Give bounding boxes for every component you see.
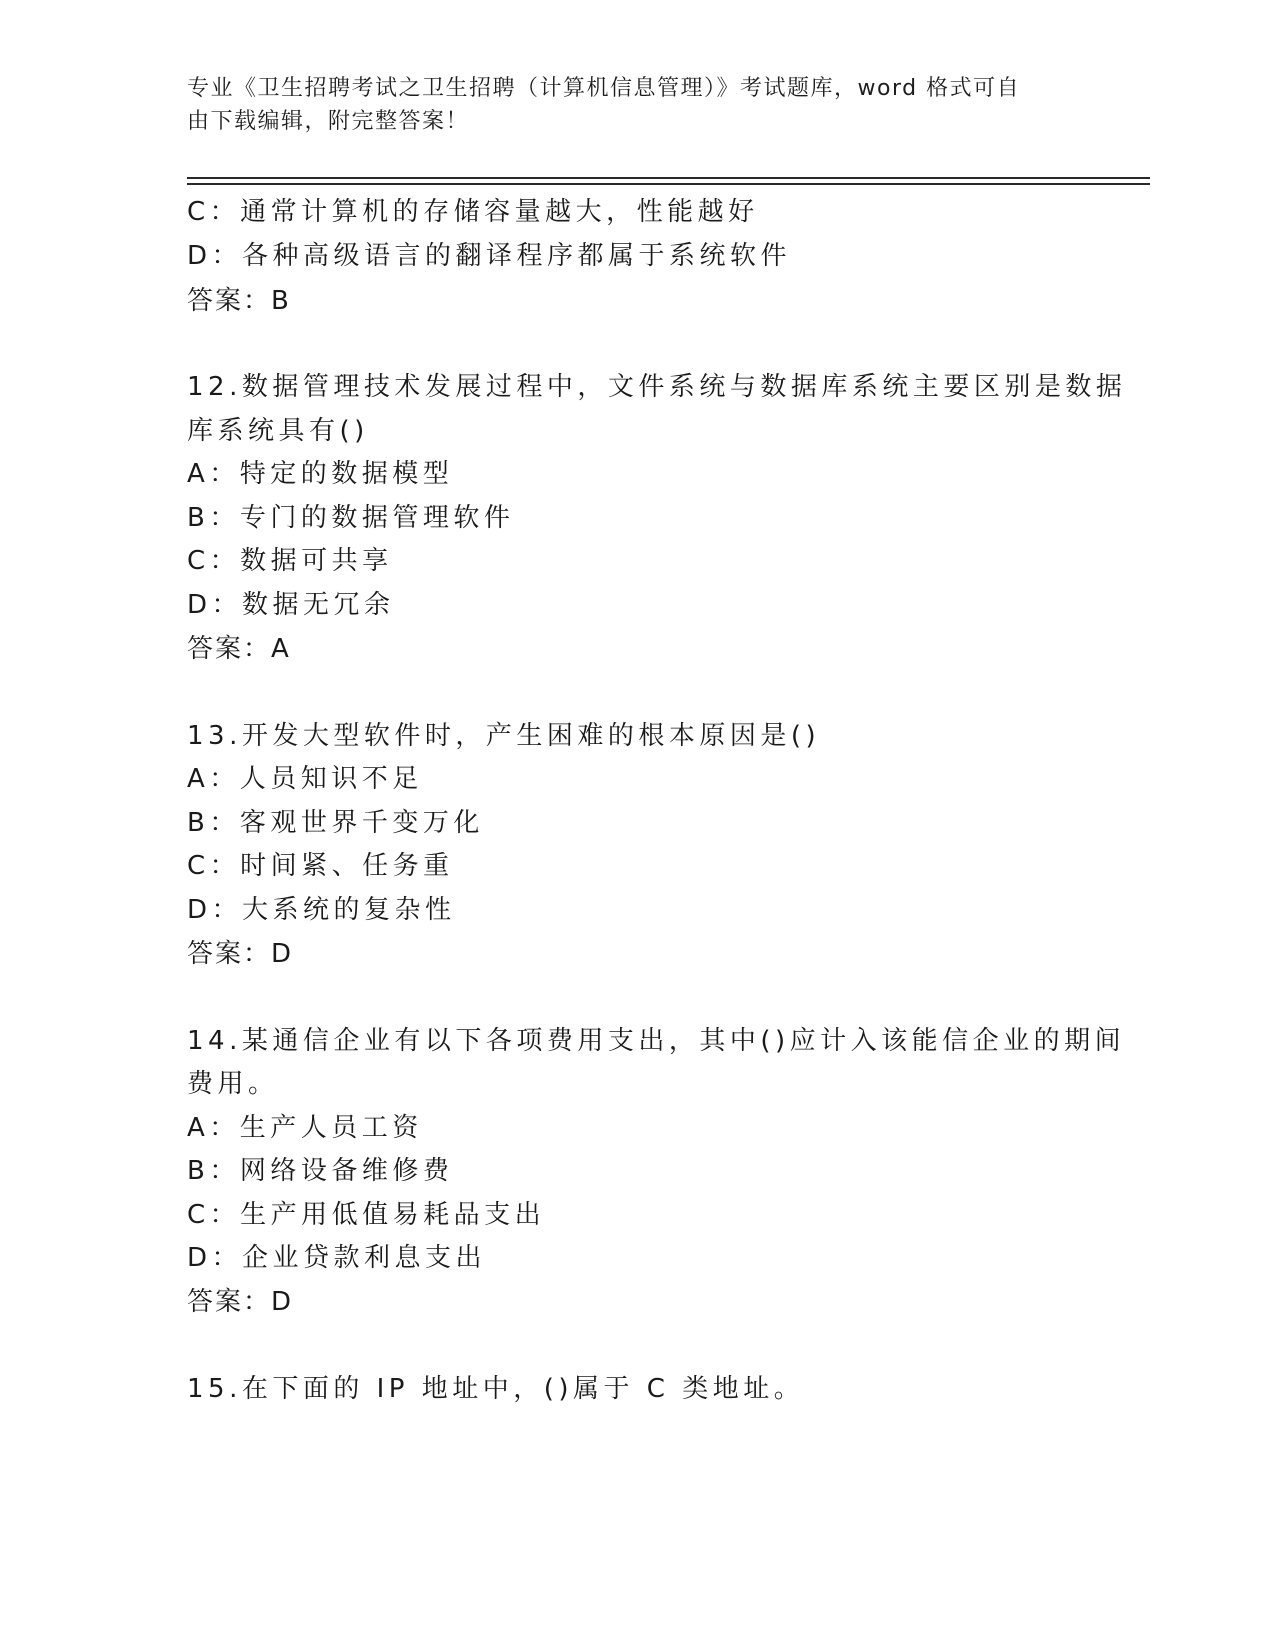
q14-option-d: D：企业贷款利息支出 [187,1243,487,1273]
q12-stem-line-1: 12.数据管理技术发展过程中，文件系统与数据库系统主要区别是数据 [187,372,1127,402]
q14-stem-line-1: 14.某通信企业有以下各项费用支出，其中()应计入该能信企业的期间 [187,1026,1126,1056]
prev-option-c: C：通常计算机的存储容量越大，性能越好 [187,197,759,227]
q12-stem-line-2: 库系统具有() [187,416,369,446]
header-divider-top [187,177,1150,179]
prev-option-d: D：各种高级语言的翻译程序都属于系统软件 [187,241,792,271]
q14-option-b: B：网络设备维修费 [187,1156,454,1186]
q12-option-a: A：特定的数据模型 [187,459,454,489]
q14-option-c: C：生产用低值易耗品支出 [187,1200,546,1230]
q12-option-d: D：数据无冗余 [187,590,395,620]
header-divider-bottom [187,183,1150,185]
q14-stem-line-2: 费用。 [187,1069,279,1099]
q13-option-d: D：大系统的复杂性 [187,895,456,925]
header-line-2: 由下载编辑，附完整答案！ [187,109,470,134]
q14-option-a: A：生产人员工资 [187,1113,423,1143]
q13-stem-line-1: 13.开发大型软件时，产生困难的根本原因是() [187,721,821,751]
q13-option-a: A：人员知识不足 [187,764,423,794]
document-header [187,72,1067,138]
q12-option-c: C：数据可共享 [187,546,393,576]
header-line-1: 专业《卫生招聘考试之卫生招聘（计算机信息管理）》考试题库，word 格式可自 [187,76,1021,101]
q13-option-c: C：时间紧、任务重 [187,851,454,881]
q13-option-b: B：客观世界千变万化 [187,808,484,838]
q12-option-b: B：专门的数据管理软件 [187,503,515,533]
q13-answer: 答案：D [187,939,294,969]
q12-answer: 答案：A [187,634,291,664]
q14-answer: 答案：D [187,1287,294,1317]
prev-answer: 答案：B [187,286,291,316]
q15-stem-line-1: 15.在下面的 IP 地址中，()属于 C 类地址。 [187,1374,805,1404]
